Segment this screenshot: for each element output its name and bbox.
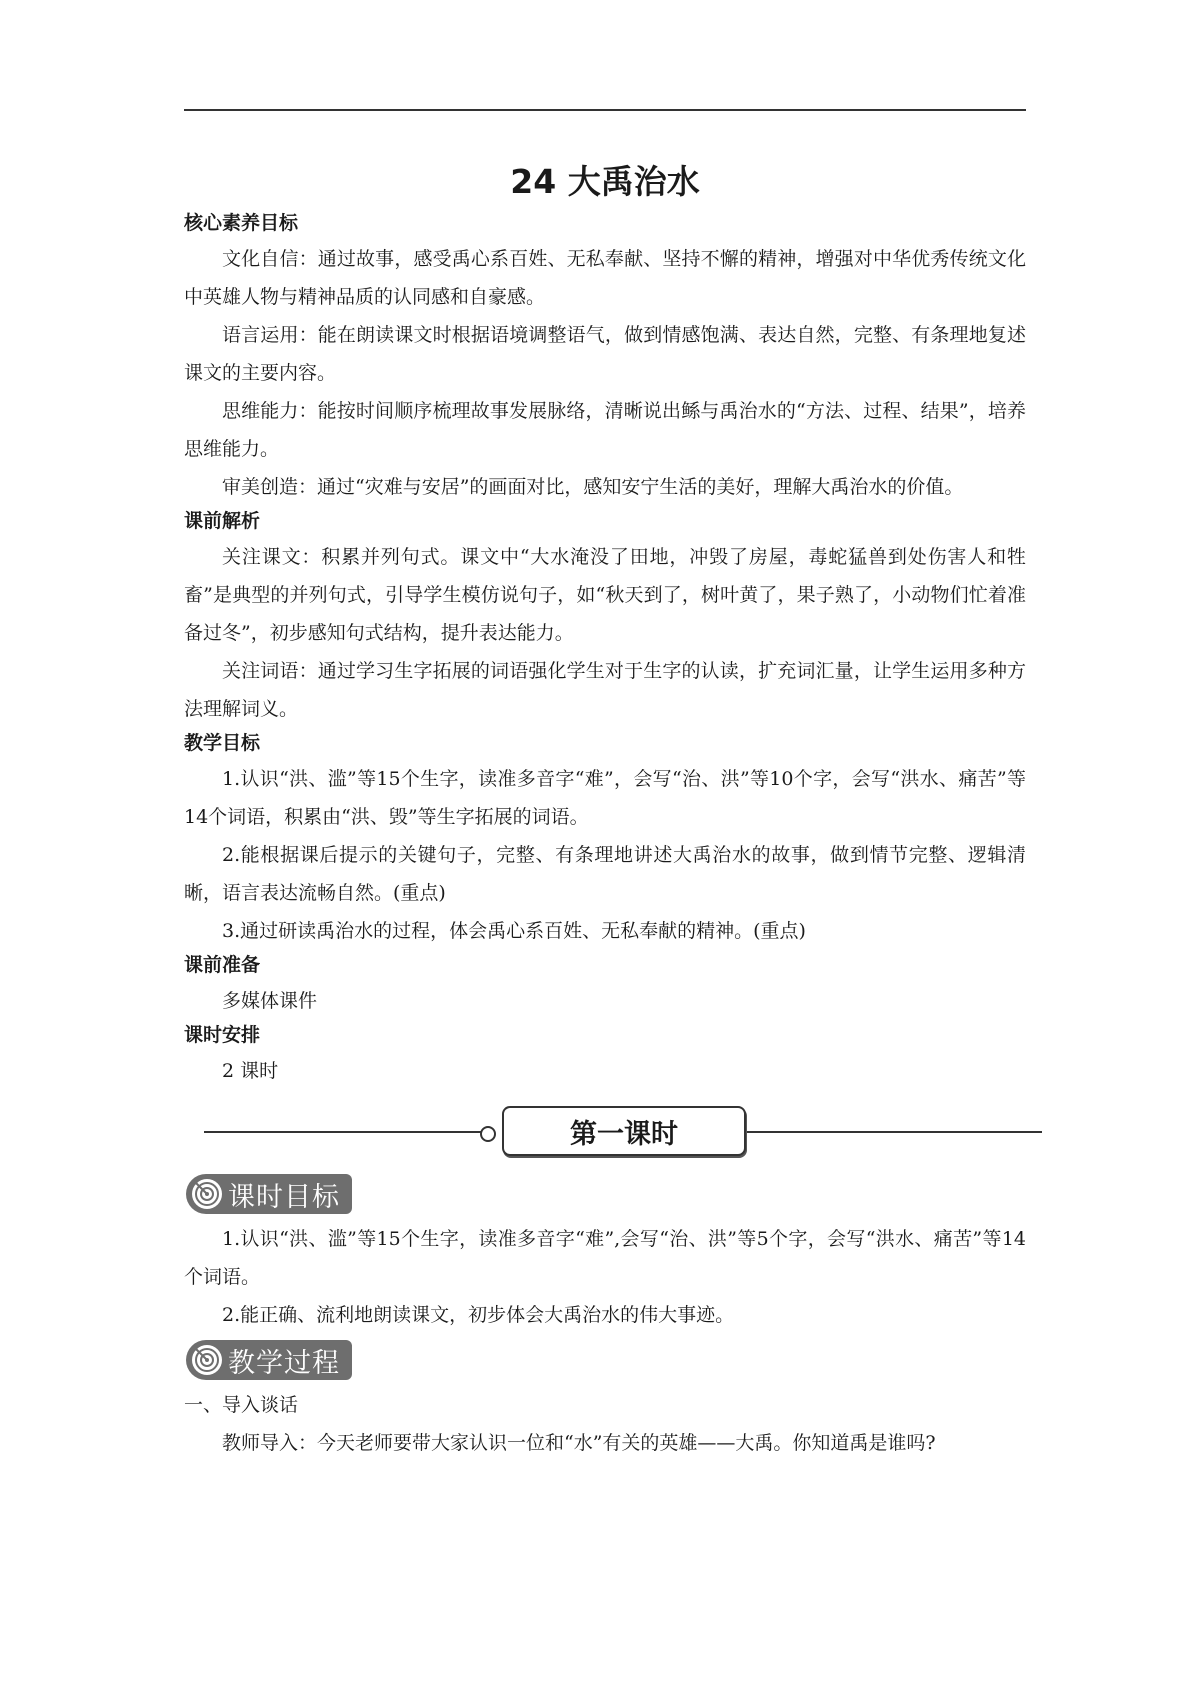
section-heading-schedule: 课时安排 [184, 1024, 261, 1046]
document-body [184, 160, 1026, 1462]
process-tag-label: 教学过程 [228, 1347, 340, 1379]
process-tag [186, 1340, 352, 1380]
core-para-thinking: 思维能力：能按时间顺序梳理故事发展脉络，清晰说出鲧与禹治水的“方法、过程、结果”，培养思维能力。 [184, 400, 1026, 460]
page-title: 24 大禹治水 [510, 162, 700, 201]
target-arrow-icon [190, 1177, 224, 1211]
goal-item-2: 2.能根据课后提示的关键句子，完整、有条理地讲述大禹治水的故事，做到情节完整、逻辑清晰，语言表达流畅自然。(重点) [184, 844, 1026, 904]
goal-item-1: 1.认识“洪、滥”等15个生字，读准多音字“难”，会写“治、洪”等10个字，会写“洪水、痛苦”等14个词语，积累由“洪、毁”等生字拓展的词语。 [184, 768, 1026, 828]
objectives-tag-label: 课时目标 [228, 1181, 340, 1213]
lesson-banner-label: 第一课时 [502, 1106, 746, 1156]
step1-heading: 一、导入谈话 [184, 1394, 299, 1416]
goal-item-3: 3.通过研读禹治水的过程，体会禹心系百姓、无私奉献的精神。(重点) [222, 920, 806, 942]
core-para-aesthetic: 审美创造：通过“灾难与安居”的画面对比，感知安宁生活的美好，理解大禹治水的价值。 [222, 476, 964, 498]
banner-line-left [204, 1131, 486, 1133]
section-heading-goals: 教学目标 [184, 732, 261, 754]
core-para-culture: 文化自信：通过故事，感受禹心系百姓、无私奉献、坚持不懈的精神，增强对中华优秀传统文化中英雄人物与精神品质的认同感和自豪感。 [184, 248, 1026, 308]
lesson-banner [184, 1104, 1026, 1158]
section-heading-core: 核心素养目标 [184, 212, 299, 234]
objectives-tag [186, 1174, 352, 1214]
header-rule [184, 109, 1026, 111]
core-para-language: 语言运用：能在朗读课文时根据语境调整语气，做到情感饱满、表达自然，完整、有条理地复述课文的主要内容。 [184, 324, 1026, 384]
lesson-objective-2: 2.能正确、流利地朗读课文，初步体会大禹治水的伟大事迹。 [222, 1304, 735, 1326]
step1-text: 教师导入：今天老师要带大家认识一位和“水”有关的英雄——大禹。你知道禹是谁吗? [222, 1432, 936, 1454]
prep-text: 多媒体课件 [222, 990, 318, 1012]
section-heading-analysis: 课前解析 [184, 510, 261, 532]
section-heading-prep: 课前准备 [184, 954, 261, 976]
banner-line-right [738, 1131, 1042, 1133]
schedule-text: 2 课时 [222, 1060, 279, 1082]
analysis-para-words: 关注词语：通过学习生字拓展的词语强化学生对于生字的认读，扩充词汇量，让学生运用多种方法理解词义。 [184, 660, 1026, 720]
banner-dot-left [480, 1126, 496, 1142]
target-arrow-icon [190, 1343, 224, 1377]
analysis-para-text: 关注课文：积累并列句式。课文中“大水淹没了田地，冲毁了房屋，毒蛇猛兽到处伤害人和牲畜”是典型的并列句式，引导学生模仿说句子，如“秋天到了，树叶黄了，果子熟了，小动物们忙着准备过冬”，初步感知句式结构，提升表达能力。 [184, 546, 1026, 644]
lesson-objective-1: 1.认识“洪、滥”等15个生字，读准多音字“难”,会写“治、洪”等5个字，会写“洪水、痛苦”等14个词语。 [184, 1228, 1026, 1288]
